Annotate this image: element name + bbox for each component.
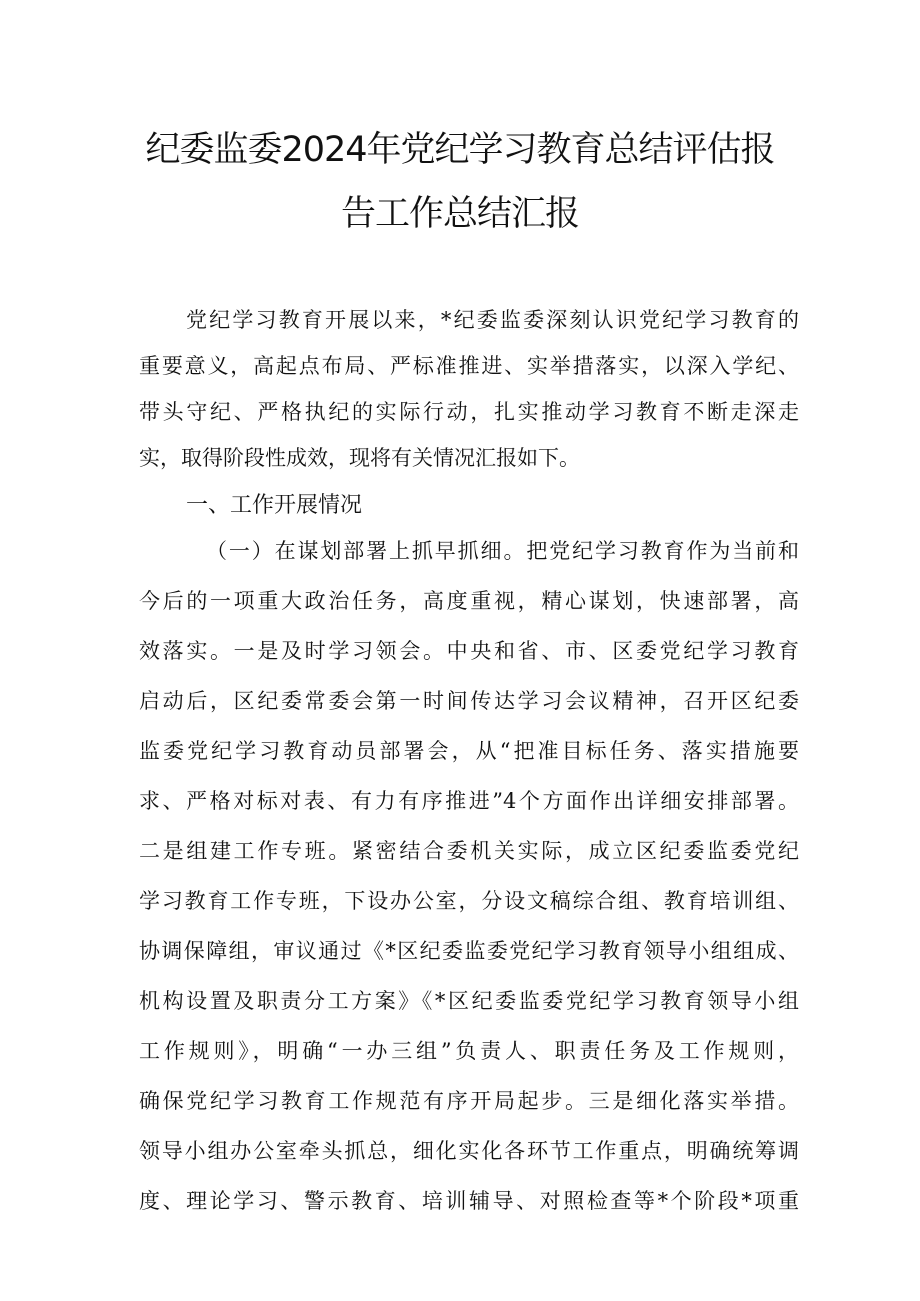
section-line-6: 求、严格对标对表、有力有序推进”4个方面作出详细安排部署。 [139, 789, 799, 813]
document-title-line-2: 告工作总结汇报 [340, 194, 579, 234]
section-line-2: 今后的一项重大政治任务，高度重视，精心谋划，快速部署，高 [139, 589, 799, 613]
section-line-10: 机构设置及职责分工方案》《*区纪委监委党纪学习教育领导小组 [139, 989, 799, 1013]
section-line-4: 启动后，区纪委常委会第一时间传达学习会议精神，召开区纪委 [139, 689, 799, 713]
section-line-8: 学习教育工作专班，下设办公室，分设文稿综合组、教育培训组、 [139, 889, 799, 913]
section-line-7: 二是组建工作专班。紧密结合委机关实际，成立区纪委监委党纪 [139, 839, 799, 863]
section-line-3: 效落实。一是及时学习领会。中央和省、市、区委党纪学习教育 [139, 639, 799, 663]
intro-line-3: 带头守纪、严格执纪的实际行动，扎实推动学习教育不断走深走 [139, 400, 799, 424]
document-title-line-1: 纪委监委2024年党纪学习教育总结评估报 [145, 130, 775, 170]
section-line-14: 度、理论学习、警示教育、培训辅导、对照检查等*个阶段*项重 [139, 1189, 799, 1213]
section-line-12: 确保党纪学习教育工作规范有序开局起步。三是细化落实举措。 [139, 1089, 799, 1113]
intro-line-2: 重要意义，高起点布局、严标准推进、实举措落实，以深入学纪、 [139, 354, 799, 378]
section-line-13: 领导小组办公室牵头抓总，细化实化各环节工作重点，明确统筹调 [139, 1139, 799, 1163]
section-line-1: （一）在谋划部署上抓早抓细。把党纪学习教育作为当前和 [206, 539, 799, 563]
section-line-5: 监委党纪学习教育动员部署会，从“把准目标任务、落实措施要 [139, 739, 799, 763]
section-heading: 一、工作开展情况 [186, 493, 363, 518]
section-line-11: 工作规则》，明确“一办三组”负责人、职责任务及工作规则， [139, 1039, 799, 1063]
intro-line-4: 实，取得阶段性成效，现将有关情况汇报如下。 [139, 446, 580, 470]
section-line-9: 协调保障组，审议通过《*区纪委监委党纪学习教育领导小组组成、 [139, 939, 799, 963]
intro-line-1: 党纪学习教育开展以来，*纪委监委深刻认识党纪学习教育的 [186, 308, 799, 332]
